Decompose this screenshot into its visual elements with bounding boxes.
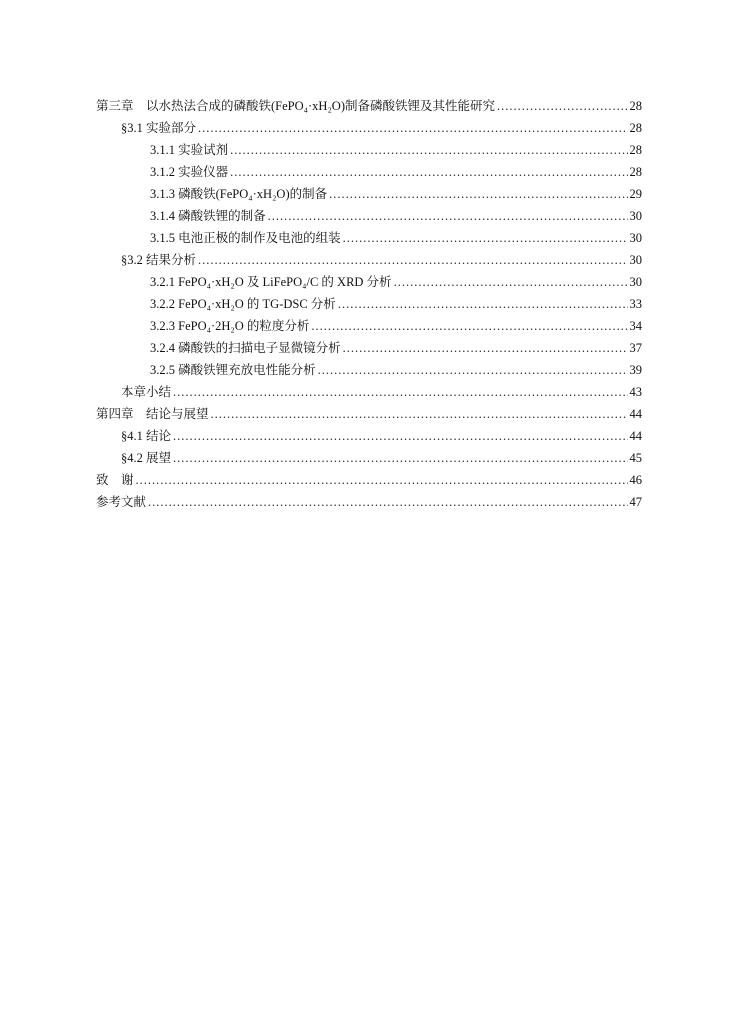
toc-dot-leader: [173, 447, 627, 469]
toc-entry-section-4-2: [96, 447, 642, 469]
toc-entry-page: 37: [629, 341, 642, 355]
toc-entry-label: 3.2.2 FePO₄·xH₂O 的 TG-DSC 分析: [150, 297, 336, 311]
toc-entry-label: 致 谢: [96, 473, 134, 487]
toc-entry-3-2-3: [96, 315, 642, 337]
toc-entry-page: 44: [629, 407, 642, 421]
toc-entry-page: 43: [629, 385, 642, 399]
toc-entry-3-1-1: [96, 139, 642, 161]
toc-entry-label: 第三章 以水热法合成的磷酸铁(FePO₄·xH₂O)制备磷酸铁锂及其性能研究: [96, 99, 495, 113]
toc-entry-section-3-2: [96, 249, 642, 271]
toc-dot-leader: [318, 359, 628, 381]
toc-dot-leader: [394, 271, 628, 293]
toc-entry-label: 3.2.1 FePO₄·xH₂O 及 LiFePO₄/C 的 XRD 分析: [150, 275, 392, 289]
toc-entry-label: 3.1.5 电池正极的制作及电池的组装: [150, 231, 341, 245]
toc-entry-chapter-4: [96, 403, 642, 425]
toc-entry-3-2-5: [96, 359, 642, 381]
toc-entry-3-2-2: [96, 293, 642, 315]
toc-entry-label: 第四章 结论与展望: [96, 407, 209, 421]
toc-entry-page: 46: [629, 473, 642, 487]
toc-entry-section-3-1: [96, 117, 642, 139]
toc-entry-3-1-2: [96, 161, 642, 183]
toc-dot-leader: [173, 381, 627, 403]
toc-dot-leader: [497, 95, 628, 117]
toc-dot-leader: [311, 315, 627, 337]
toc-entry-page: 34: [629, 319, 642, 333]
toc-entry-chapter-3: [96, 95, 642, 117]
toc-entry-page: 47: [629, 495, 642, 509]
toc-entry-page: 30: [629, 231, 642, 245]
toc-entry-page: 28: [629, 143, 642, 157]
toc-dot-leader: [148, 491, 627, 513]
toc-entry-page: 28: [629, 165, 642, 179]
toc-entry-page: 30: [629, 209, 642, 223]
toc-entry-label: §3.2 结果分析: [121, 253, 197, 267]
toc-entry-label: §4.1 结论: [121, 429, 172, 443]
toc-dot-leader: [230, 139, 627, 161]
toc-entry-3-1-5: [96, 227, 642, 249]
toc-entry-label: §4.2 展望: [121, 451, 172, 465]
toc-entry-3-1-4: [96, 205, 642, 227]
toc-entry-page: 30: [629, 275, 642, 289]
toc-entry-page: 28: [629, 99, 642, 113]
toc-entry-section-4-1: [96, 425, 642, 447]
table-of-contents: [96, 95, 642, 513]
toc-entry-label: 3.2.3 FePO₄·2H₂O 的粒度分析: [150, 319, 310, 333]
toc-entry-label: 参考文献: [96, 495, 147, 509]
toc-entry-page: 29: [629, 187, 642, 201]
toc-entry-chapter-summary: [96, 381, 642, 403]
toc-dot-leader: [343, 337, 628, 359]
toc-entry-label: 3.2.5 磷酸铁锂充放电性能分析: [150, 363, 316, 377]
toc-entry-3-1-3: [96, 183, 642, 205]
toc-dot-leader: [338, 293, 628, 315]
toc-dot-leader: [136, 469, 628, 491]
toc-entry-label: 3.1.3 磷酸铁(FePO₄·xH₂O)的制备: [150, 187, 328, 201]
toc-entry-label: 3.2.4 磷酸铁的扫描电子显微镜分析: [150, 341, 341, 355]
toc-entry-acknowledgements: [96, 469, 642, 491]
toc-entry-page: 28: [629, 121, 642, 135]
toc-entry-3-2-1: [96, 271, 642, 293]
toc-dot-leader: [343, 227, 628, 249]
toc-dot-leader: [230, 161, 627, 183]
toc-dot-leader: [211, 403, 628, 425]
toc-dot-leader: [268, 205, 628, 227]
toc-dot-leader: [329, 183, 627, 205]
toc-entry-references: [96, 491, 642, 513]
toc-dot-leader: [173, 425, 627, 447]
toc-entry-label: §3.1 实验部分: [121, 121, 197, 135]
toc-entry-page: 44: [629, 429, 642, 443]
toc-dot-leader: [198, 117, 627, 139]
toc-entry-page: 30: [629, 253, 642, 267]
toc-entry-label: 本章小结: [121, 385, 172, 399]
toc-dot-leader: [198, 249, 627, 271]
toc-entry-page: 33: [629, 297, 642, 311]
toc-entry-label: 3.1.1 实验试剂: [150, 143, 229, 157]
toc-entry-3-2-4: [96, 337, 642, 359]
toc-entry-page: 45: [629, 451, 642, 465]
toc-entry-label: 3.1.4 磷酸铁锂的制备: [150, 209, 266, 223]
toc-entry-page: 39: [629, 363, 642, 377]
toc-entry-label: 3.1.2 实验仪器: [150, 165, 229, 179]
